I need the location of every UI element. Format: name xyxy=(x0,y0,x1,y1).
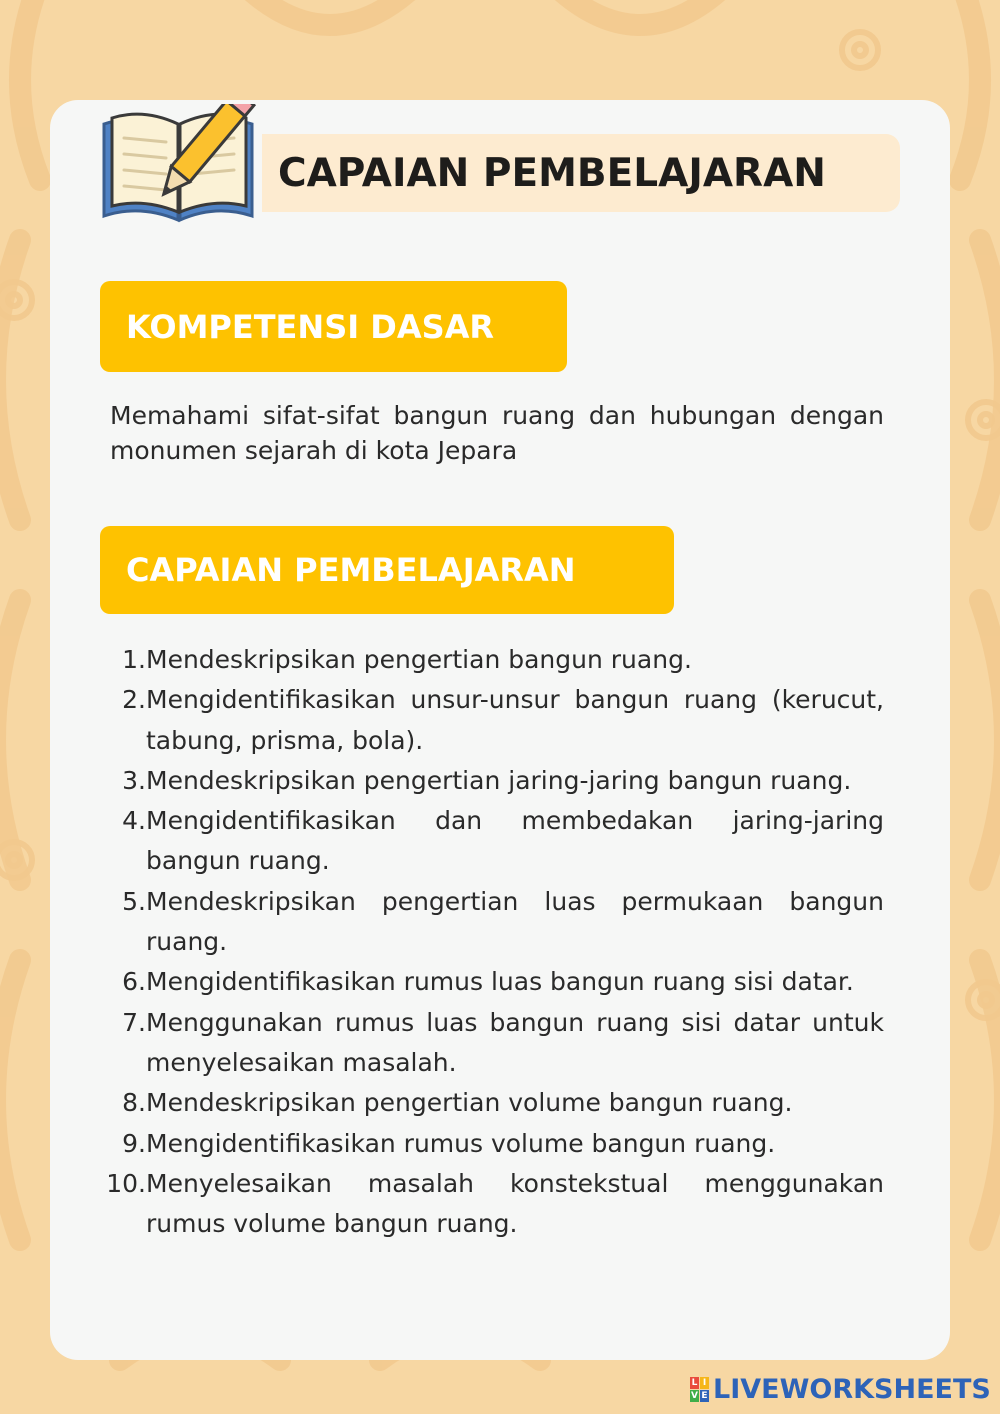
list-item-text: Mendeskripsikan pengertian jaring-jaring bangun ruang. xyxy=(146,765,852,795)
list-item-text: Mendeskripsikan pengertian luas permukaan bangun ruang. xyxy=(146,886,884,957)
logo-letter: L xyxy=(691,1377,698,1388)
liveworksheets-logo[interactable] xyxy=(690,1372,991,1406)
list-item-number: 5. xyxy=(122,886,146,916)
book-pencil-icon xyxy=(100,104,262,228)
list-item-number: 7. xyxy=(122,1007,146,1037)
brand-name: LIVEWORKSHEETS xyxy=(713,1373,991,1405)
list-item-number: 2. xyxy=(122,685,146,715)
kompetensi-dasar-text: Memahami sifat-sifat bangun ruang dan hubungan dengan monumen sejarah di kota Jepara xyxy=(110,401,884,465)
list-item-number: 3. xyxy=(122,765,146,795)
list-item xyxy=(106,1083,884,1123)
list-item-number: 4. xyxy=(122,806,146,836)
list-item-number: 9. xyxy=(122,1128,146,1158)
list-item xyxy=(106,761,884,801)
list-item xyxy=(106,1003,884,1084)
section-label-capaian: CAPAIAN PEMBELAJARAN xyxy=(100,526,674,614)
list-item xyxy=(106,1164,884,1245)
list-item-number: 6. xyxy=(122,967,146,997)
list-item xyxy=(106,962,884,1002)
list-item xyxy=(106,640,884,680)
list-item-number: 1. xyxy=(122,645,146,674)
capaian-list xyxy=(106,640,884,1244)
list-item xyxy=(106,882,884,963)
list-item xyxy=(106,680,884,761)
list-item xyxy=(106,1124,884,1164)
list-item-number: 10. xyxy=(106,1168,146,1198)
list-item-text: Menggunakan rumus luas bangun ruang sisi datar untuk menyelesaikan masalah. xyxy=(146,1007,884,1077)
page-title: CAPAIAN PEMBELAJARAN xyxy=(278,151,826,196)
logo-mark-icon xyxy=(690,1377,709,1402)
list-item-text: Menyelesaikan masalah konstekstual menggunakan rumus volume bangun ruang. xyxy=(146,1168,884,1239)
list-item-text: Mengidentifikasikan rumus luas bangun ruang sisi datar. xyxy=(146,967,854,997)
list-item-text: Mengidentifikasikan unsur-unsur bangun ruang (kerucut, tabung, prisma, bola). xyxy=(146,685,884,755)
list-item-text: Mendeskripsikan pengertian bangun ruang. xyxy=(146,645,692,674)
section-label-kompetensi-dasar: KOMPETENSI DASAR xyxy=(100,281,567,372)
logo-letter: V xyxy=(691,1390,698,1401)
list-item-text: Mendeskripsikan pengertian volume bangun ruang. xyxy=(146,1088,793,1118)
logo-letter: I xyxy=(700,1377,709,1389)
list-item-number: 8. xyxy=(122,1088,146,1118)
list-item-text: Mengidentifikasikan rumus volume bangun ruang. xyxy=(146,1128,776,1158)
list-item xyxy=(106,801,884,882)
list-item-text: Mengidentifikasikan dan membedakan jaring-jaring bangun ruang. xyxy=(146,806,884,876)
logo-letter: E xyxy=(701,1390,708,1401)
